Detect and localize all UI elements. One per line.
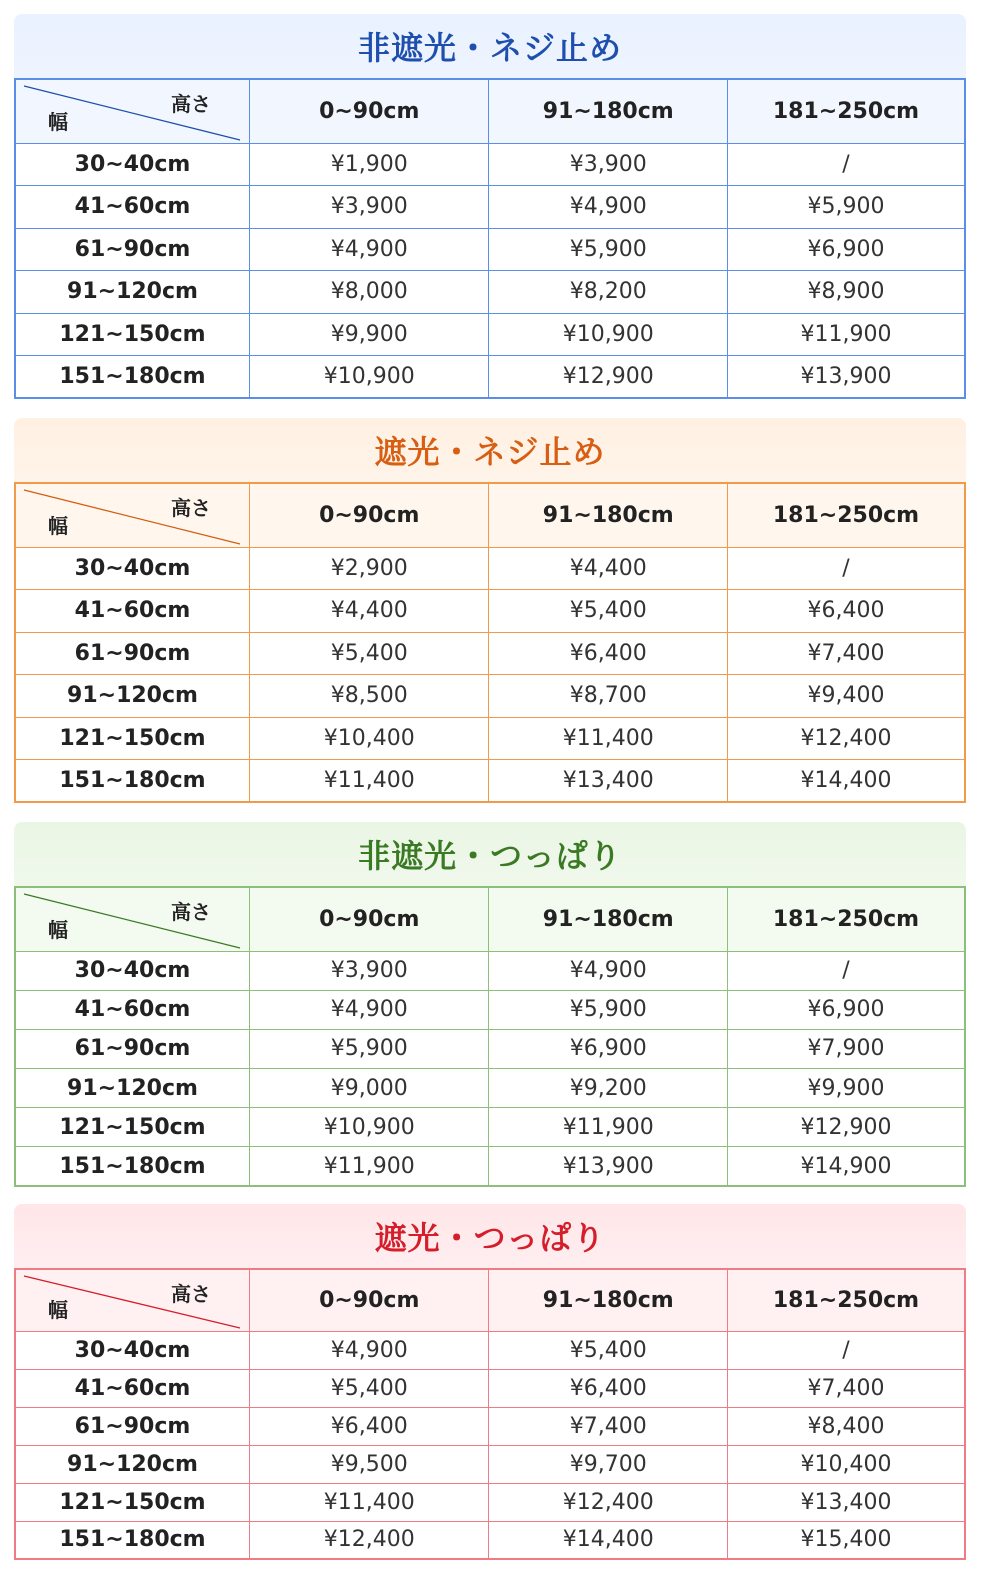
corner-header-cell <box>15 1269 249 1331</box>
price-cell: ¥7,400 <box>489 1407 728 1445</box>
price-cell: ¥13,400 <box>489 760 728 803</box>
price-cell: ¥10,900 <box>249 1108 489 1147</box>
price-cell: ¥8,200 <box>489 271 728 314</box>
price-cell: ¥11,900 <box>249 1147 489 1186</box>
price-cell: ¥4,900 <box>249 1331 489 1369</box>
row-header: 91~120cm <box>15 1069 249 1108</box>
table-row <box>15 717 965 760</box>
price-cell: ¥12,400 <box>249 1521 489 1559</box>
corner-header-cell <box>15 483 249 547</box>
price-cell: ¥3,900 <box>249 951 489 990</box>
height-label: 高さ <box>170 1282 211 1306</box>
price-cell: ¥14,400 <box>489 1521 728 1559</box>
price-cell: ¥1,900 <box>249 143 489 186</box>
price-cell: ¥11,400 <box>489 717 728 760</box>
table-row <box>15 632 965 675</box>
column-header: 181~250cm <box>727 887 965 951</box>
row-header: 121~150cm <box>15 313 249 356</box>
table-title: 非遮光・つっぱり <box>14 822 966 886</box>
price-cell: ¥9,200 <box>489 1069 728 1108</box>
row-header: 121~150cm <box>15 1483 249 1521</box>
price-cell: ¥9,500 <box>249 1445 489 1483</box>
corner-header-cell <box>15 79 249 143</box>
price-cell: / <box>727 143 965 186</box>
table-row <box>15 1147 965 1186</box>
price-cell: ¥6,900 <box>489 1029 728 1068</box>
price-cell: ¥9,900 <box>727 1069 965 1108</box>
price-cell: ¥7,400 <box>727 1369 965 1407</box>
price-table <box>14 886 966 1187</box>
price-cell: ¥7,400 <box>727 632 965 675</box>
row-header: 30~40cm <box>15 547 249 590</box>
price-cell: ¥5,400 <box>489 590 728 633</box>
column-header: 0~90cm <box>249 483 489 547</box>
price-cell: ¥9,000 <box>249 1069 489 1108</box>
price-cell: / <box>727 951 965 990</box>
price-cell: ¥6,400 <box>727 590 965 633</box>
row-header: 151~180cm <box>15 760 249 803</box>
table-row <box>15 1521 965 1559</box>
price-cell: ¥6,900 <box>727 228 965 271</box>
price-cell: ¥8,900 <box>727 271 965 314</box>
table-row <box>15 1029 965 1068</box>
width-label: 幅 <box>48 513 68 538</box>
table-row <box>15 990 965 1029</box>
price-cell: ¥10,400 <box>727 1445 965 1483</box>
price-cell: ¥8,400 <box>727 1407 965 1445</box>
column-header: 91~180cm <box>489 483 728 547</box>
table-row <box>15 313 965 356</box>
price-cell: ¥14,900 <box>727 1147 965 1186</box>
price-cell: ¥4,900 <box>489 186 728 229</box>
price-cell: ¥6,900 <box>727 990 965 1029</box>
price-cell: ¥5,900 <box>727 186 965 229</box>
width-label: 幅 <box>48 1297 68 1322</box>
table-row <box>15 1069 965 1108</box>
price-cell: / <box>727 1331 965 1369</box>
column-header: 181~250cm <box>727 1269 965 1331</box>
price-cell: ¥9,900 <box>249 313 489 356</box>
corner-header-cell <box>15 887 249 951</box>
table-row <box>15 1369 965 1407</box>
row-header: 61~90cm <box>15 1407 249 1445</box>
price-cell: ¥9,700 <box>489 1445 728 1483</box>
table-row <box>15 1331 965 1369</box>
height-label: 高さ <box>170 900 211 924</box>
price-cell: ¥4,400 <box>249 590 489 633</box>
row-header: 91~120cm <box>15 1445 249 1483</box>
width-label: 幅 <box>48 917 68 942</box>
column-header: 0~90cm <box>249 887 489 951</box>
row-header: 151~180cm <box>15 1147 249 1186</box>
column-header: 181~250cm <box>727 79 965 143</box>
price-table-section <box>14 14 966 399</box>
row-header: 121~150cm <box>15 1108 249 1147</box>
price-cell: ¥13,900 <box>727 356 965 399</box>
column-header: 91~180cm <box>489 887 728 951</box>
header-row <box>15 1269 965 1331</box>
column-header: 91~180cm <box>489 1269 728 1331</box>
price-cell: ¥9,400 <box>727 675 965 718</box>
price-cell: ¥12,400 <box>727 717 965 760</box>
price-cell: ¥13,900 <box>489 1147 728 1186</box>
table-row <box>15 675 965 718</box>
price-cell: ¥2,900 <box>249 547 489 590</box>
price-table <box>14 1268 966 1560</box>
table-row <box>15 228 965 271</box>
price-cell: ¥4,900 <box>249 990 489 1029</box>
price-cell: ¥11,400 <box>249 1483 489 1521</box>
table-title: 非遮光・ネジ止め <box>14 14 966 78</box>
price-cell: ¥12,400 <box>489 1483 728 1521</box>
price-cell: ¥5,900 <box>489 990 728 1029</box>
row-header: 91~120cm <box>15 271 249 314</box>
price-cell: ¥6,400 <box>249 1407 489 1445</box>
price-cell: ¥10,900 <box>249 356 489 399</box>
row-header: 121~150cm <box>15 717 249 760</box>
table-row <box>15 271 965 314</box>
price-cell: ¥8,700 <box>489 675 728 718</box>
price-cell: ¥11,900 <box>489 1108 728 1147</box>
table-row <box>15 356 965 399</box>
price-cell: ¥5,900 <box>249 1029 489 1068</box>
row-header: 91~120cm <box>15 675 249 718</box>
height-label: 高さ <box>170 496 211 520</box>
price-cell: ¥10,900 <box>489 313 728 356</box>
price-cell: ¥5,400 <box>249 632 489 675</box>
table-row <box>15 547 965 590</box>
table-row <box>15 1445 965 1483</box>
price-cell: ¥7,900 <box>727 1029 965 1068</box>
price-cell: ¥11,400 <box>249 760 489 803</box>
column-header: 0~90cm <box>249 1269 489 1331</box>
price-cell: ¥3,900 <box>249 186 489 229</box>
price-table <box>14 78 966 399</box>
price-cell: ¥6,400 <box>489 632 728 675</box>
row-header: 61~90cm <box>15 632 249 675</box>
column-header: 181~250cm <box>727 483 965 547</box>
price-cell: / <box>727 547 965 590</box>
row-header: 41~60cm <box>15 186 249 229</box>
row-header: 41~60cm <box>15 1369 249 1407</box>
price-cell: ¥12,900 <box>727 1108 965 1147</box>
table-row <box>15 1483 965 1521</box>
price-cell: ¥15,400 <box>727 1521 965 1559</box>
table-row <box>15 951 965 990</box>
price-cell: ¥5,400 <box>249 1369 489 1407</box>
price-cell: ¥8,000 <box>249 271 489 314</box>
price-cell: ¥3,900 <box>489 143 728 186</box>
height-label: 高さ <box>170 92 211 116</box>
row-header: 41~60cm <box>15 590 249 633</box>
price-table <box>14 482 966 803</box>
width-label: 幅 <box>48 109 68 134</box>
row-header: 151~180cm <box>15 356 249 399</box>
header-row <box>15 79 965 143</box>
price-cell: ¥8,500 <box>249 675 489 718</box>
table-row <box>15 143 965 186</box>
price-cell: ¥6,400 <box>489 1369 728 1407</box>
price-cell: ¥11,900 <box>727 313 965 356</box>
table-row <box>15 760 965 803</box>
table-row <box>15 1407 965 1445</box>
header-row <box>15 483 965 547</box>
table-row <box>15 1108 965 1147</box>
row-header: 61~90cm <box>15 1029 249 1068</box>
header-row <box>15 887 965 951</box>
price-cell: ¥4,900 <box>249 228 489 271</box>
price-cell: ¥10,400 <box>249 717 489 760</box>
table-title: 遮光・つっぱり <box>14 1204 966 1268</box>
row-header: 151~180cm <box>15 1521 249 1559</box>
price-cell: ¥14,400 <box>727 760 965 803</box>
price-cell: ¥4,900 <box>489 951 728 990</box>
row-header: 30~40cm <box>15 951 249 990</box>
price-cell: ¥12,900 <box>489 356 728 399</box>
column-header: 0~90cm <box>249 79 489 143</box>
price-table-section <box>14 418 966 803</box>
table-row <box>15 186 965 229</box>
row-header: 30~40cm <box>15 1331 249 1369</box>
price-cell: ¥13,400 <box>727 1483 965 1521</box>
column-header: 91~180cm <box>489 79 728 143</box>
price-table-section <box>14 1204 966 1560</box>
price-cell: ¥5,400 <box>489 1331 728 1369</box>
row-header: 30~40cm <box>15 143 249 186</box>
table-row <box>15 590 965 633</box>
price-cell: ¥4,400 <box>489 547 728 590</box>
row-header: 41~60cm <box>15 990 249 1029</box>
price-cell: ¥5,900 <box>489 228 728 271</box>
price-table-section <box>14 822 966 1187</box>
row-header: 61~90cm <box>15 228 249 271</box>
table-title: 遮光・ネジ止め <box>14 418 966 482</box>
